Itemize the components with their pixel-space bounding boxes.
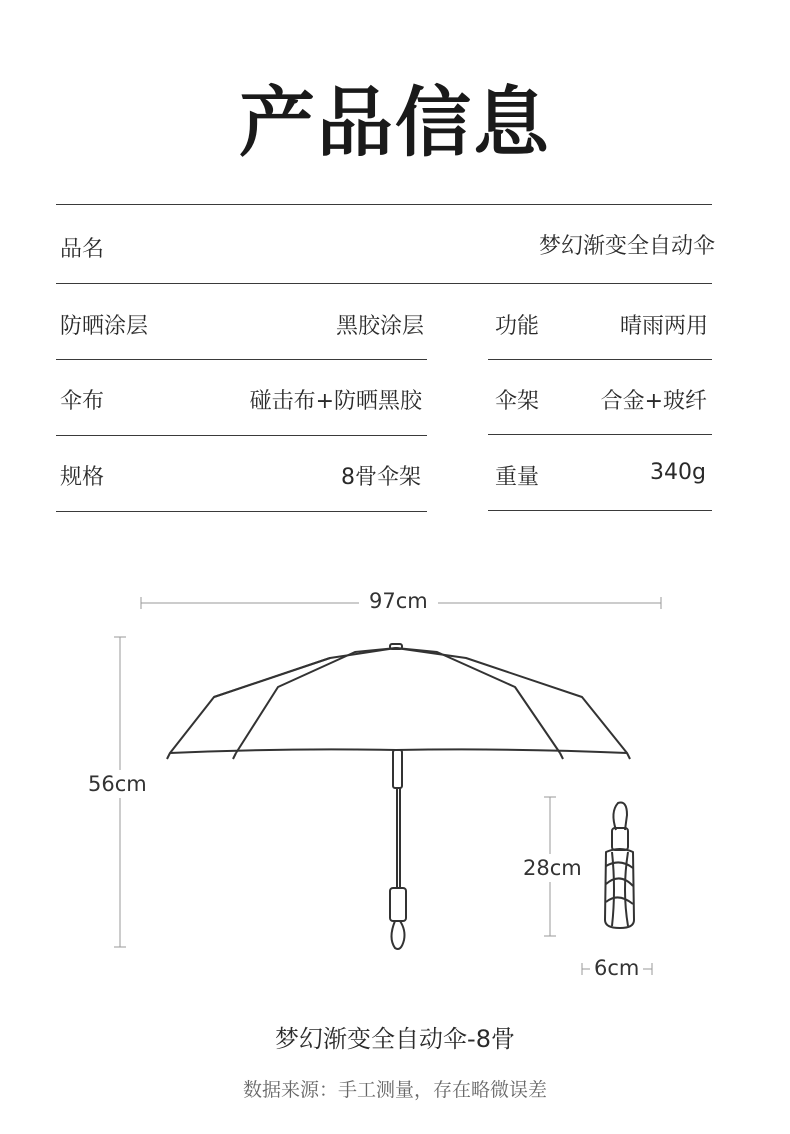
weight-label: 重量: [495, 465, 540, 490]
measurement-note: 数据来源：手工测量，存在略微误差: [242, 1079, 547, 1101]
coating-label: 防晒涂层: [60, 314, 149, 339]
weight-value: 340g: [650, 460, 706, 485]
product-caption: 梦幻渐变全自动伞-8骨: [275, 1025, 515, 1053]
folded-umbrella-drawing: [605, 803, 634, 929]
folded-length-label: 28cm: [523, 856, 582, 880]
name-label: 品名: [60, 237, 105, 262]
fabric-label: 伞布: [60, 389, 105, 414]
width-dimension-label: 97cm: [359, 589, 438, 613]
spec-value: 8骨伞架: [341, 465, 421, 490]
fabric-value: 碰击布+防晒黑胶: [249, 389, 422, 414]
coating-value: 黑胶涂层: [335, 314, 424, 339]
function-label: 功能: [495, 314, 540, 339]
spec-label: 规格: [60, 465, 105, 490]
page-title: 产品信息: [239, 78, 551, 167]
frame-label: 伞架: [495, 389, 540, 414]
function-value: 晴雨两用: [619, 314, 708, 339]
open-umbrella-drawing: [167, 644, 630, 949]
folded-width-label: 6cm: [590, 956, 643, 980]
height-dimension-label: 56cm: [88, 772, 147, 796]
name-value: 梦幻渐变全自动伞: [538, 234, 715, 259]
frame-value: 合金+玻纤: [600, 389, 707, 414]
